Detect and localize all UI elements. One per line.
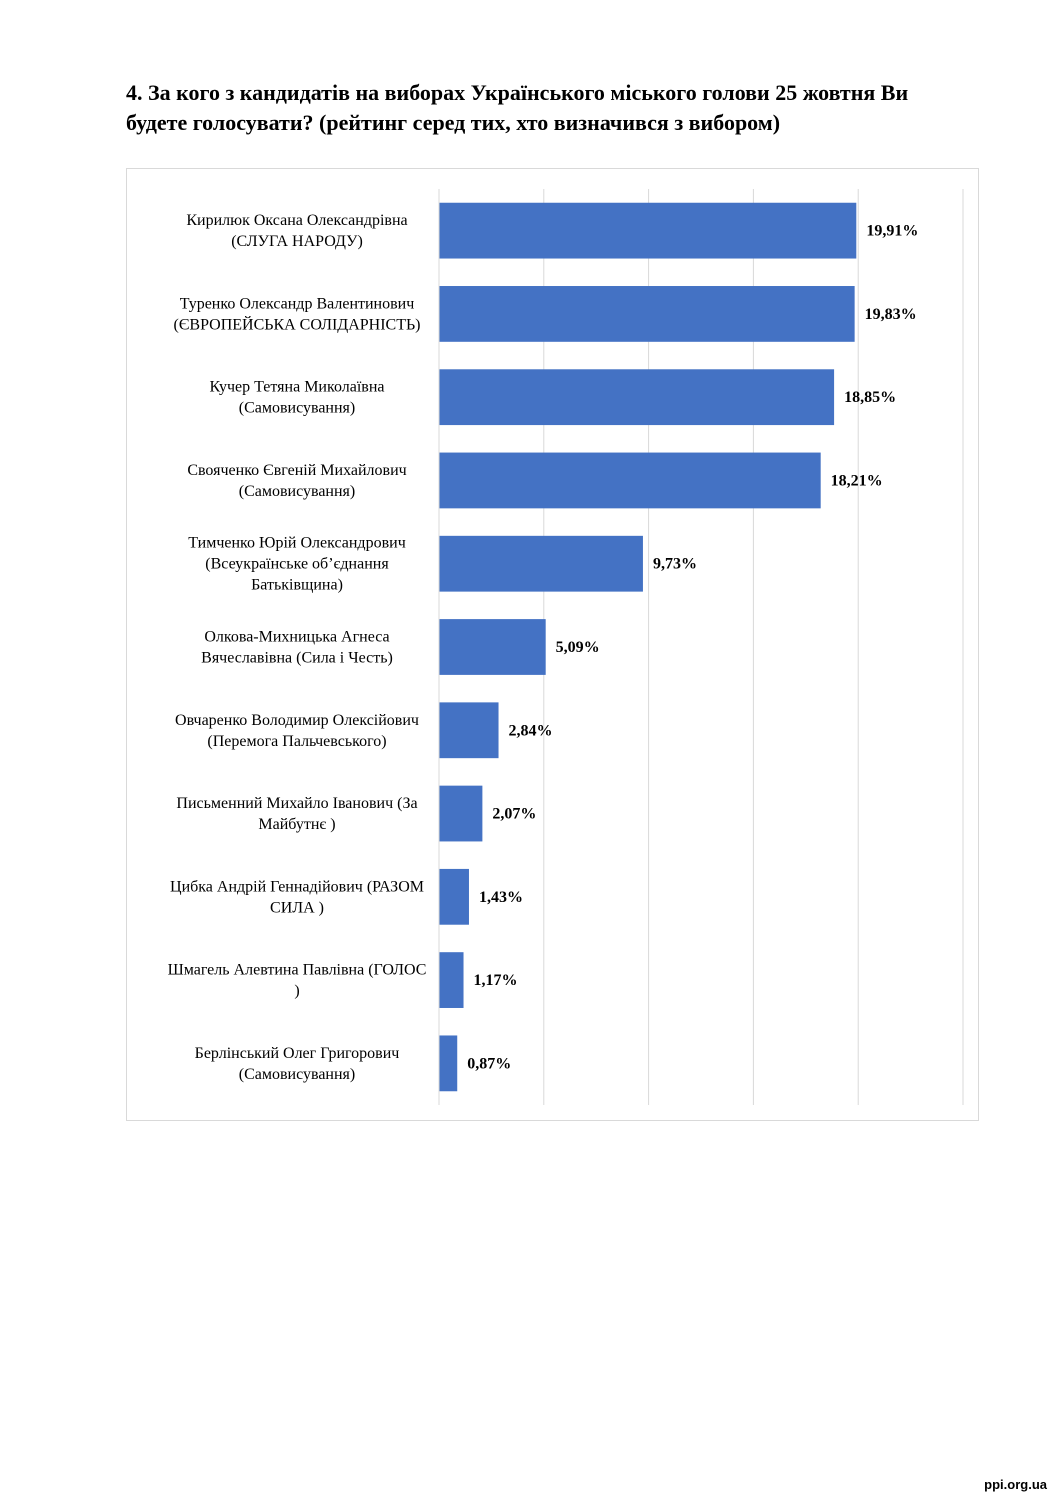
data-label: 5,09% — [555, 639, 600, 656]
bar — [439, 369, 834, 425]
data-label: 2,07% — [492, 805, 537, 823]
question-title: 4. За кого з кандидатів на виборах Українського міського голови 25 жовтня Ви будете голосувати? (рейтинг серед тих, хто визначився з вибором) — [126, 80, 909, 135]
data-label: 18,21% — [830, 472, 883, 490]
bar — [439, 286, 855, 342]
bar — [439, 619, 546, 675]
category-label: Туренко Олександр Валентинович (ЄВРОПЕЙСЬКА СОЛІДАРНІСТЬ) — [173, 295, 421, 334]
bar — [439, 453, 821, 509]
category-label: Кирилюк Оксана Олександрівна (СЛУГА НАРОДУ) — [186, 212, 408, 251]
category-label: Тимченко Юрій Олександрович (Всеукраїнське об’єднання Батьківщина) — [188, 534, 406, 594]
data-label: 2,84% — [508, 722, 553, 740]
data-label: 9,73% — [652, 555, 697, 573]
data-label: 0,87% — [467, 1055, 512, 1073]
bar — [439, 786, 482, 842]
bar — [439, 702, 499, 758]
site-watermark: ppi.org.ua — [984, 1477, 1047, 1492]
data-label: 19,83% — [864, 305, 917, 323]
category-label: Шмагель Алевтина Павлівна (ГОЛОС ) — [167, 961, 427, 1000]
category-label: Письменний Михайло Іванович (За Майбутнє ) — [176, 795, 418, 834]
category-label: Цибка Андрій Геннадійович (РАЗОМ СИЛА ) — [170, 878, 424, 917]
category-label: Кучер Тетяна Миколаївна (Самовисування) — [209, 378, 385, 417]
bar — [439, 203, 856, 259]
data-label: 19,91% — [866, 222, 919, 240]
bar — [439, 869, 469, 925]
data-label: 1,43% — [478, 888, 523, 906]
bar-chart — [127, 169, 978, 1120]
category-label: Берлінський Олег Григорович (Самовисування) — [194, 1044, 400, 1083]
category-label: Свояченко Євгеній Михайлович (Самовисування) — [187, 461, 407, 500]
category-label: Олкова-Михницька Агнеса Вячеславівна (Сила і Честь) — [201, 628, 393, 667]
data-label: 18,85% — [844, 389, 897, 407]
bar — [439, 952, 464, 1008]
bar — [439, 1035, 457, 1091]
data-label: 1,17% — [473, 972, 518, 990]
category-label: Овчаренко Володимир Олексійович (Перемога Пальчевського) — [175, 711, 419, 750]
bar — [439, 536, 643, 592]
chart-frame — [126, 168, 979, 1121]
